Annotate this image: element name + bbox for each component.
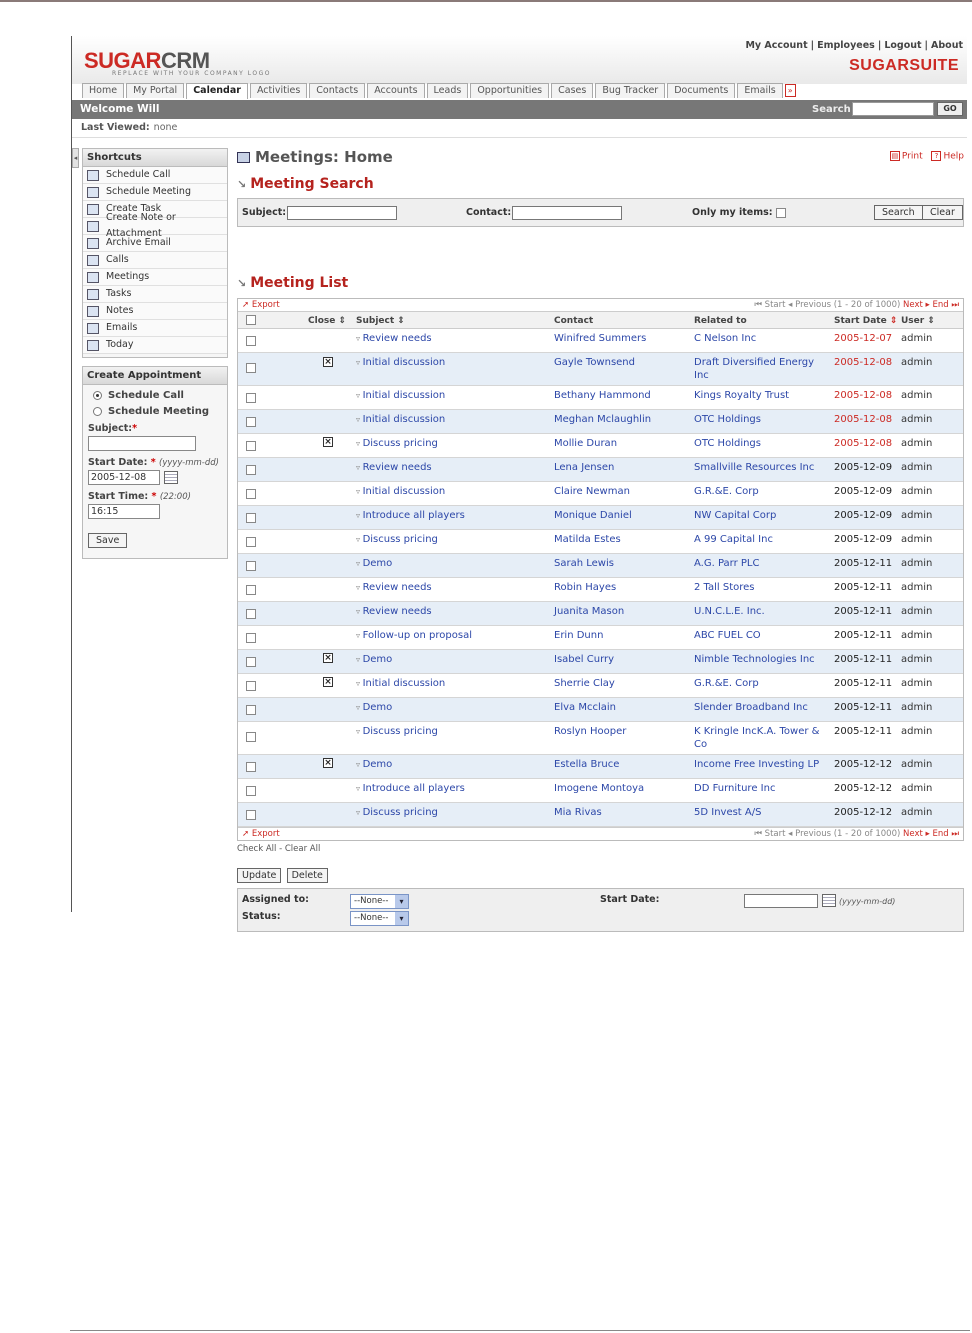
- close-meeting-icon[interactable]: ×: [324, 357, 332, 367]
- user-name: admin: [901, 726, 933, 737]
- row-checkbox[interactable]: [246, 810, 256, 820]
- status-select[interactable]: --None-- ▾: [350, 911, 409, 926]
- header: [72, 36, 967, 84]
- tab-calendar[interactable]: Calendar: [186, 83, 248, 99]
- pager-end[interactable]: End ⏭: [932, 300, 959, 310]
- pager-next[interactable]: Next ▸: [903, 300, 930, 310]
- logout-link[interactable]: Logout: [884, 40, 922, 51]
- related-to-link[interactable]: DD Furniture Inc: [694, 783, 776, 794]
- meeting-subject-link[interactable]: ▿ Demo: [356, 701, 392, 714]
- start-date: 2005-12-08: [834, 390, 893, 401]
- print-help-links: [884, 151, 964, 162]
- shortcut-archive-email[interactable]: Archive Email: [83, 235, 227, 252]
- contact-link[interactable]: Isabel Curry: [554, 654, 615, 665]
- tab-opportunities[interactable]: Opportunities: [470, 83, 549, 98]
- create-appointment-title: Create Appointment: [83, 367, 227, 385]
- user-name: admin: [901, 438, 933, 449]
- table-row: [238, 779, 963, 803]
- start-date: 2005-12-11: [834, 678, 893, 689]
- start-date: 2005-12-08: [834, 414, 893, 425]
- bottom-rule: [70, 1330, 970, 1331]
- export-link-bottom[interactable]: ➚ Export: [242, 829, 280, 839]
- pager-bottom: [238, 827, 963, 840]
- contact-link[interactable]: Meghan Mclaughlin: [554, 414, 652, 425]
- start-date: 2005-12-09: [834, 534, 893, 545]
- meeting-subject-link[interactable]: ▿ Discuss pricing: [356, 533, 438, 546]
- row-checkbox[interactable]: [246, 609, 256, 619]
- table-row: [238, 329, 963, 353]
- shortcut-schedule-call[interactable]: Schedule Call: [83, 167, 227, 184]
- row-checkbox[interactable]: [246, 417, 256, 427]
- start-date: 2005-12-12: [834, 783, 893, 794]
- shortcut-create-task[interactable]: Create Task: [83, 201, 227, 218]
- start-date: 2005-12-08: [834, 438, 893, 449]
- row-checkbox[interactable]: [246, 762, 256, 772]
- row-checkbox[interactable]: [246, 732, 256, 742]
- mass-update-panel: [237, 888, 964, 932]
- select-all-checkbox[interactable]: [246, 315, 256, 325]
- user-name: admin: [901, 630, 933, 641]
- row-checkbox[interactable]: [246, 336, 256, 346]
- page-title: Meetings: Home: [237, 148, 393, 166]
- contact-link[interactable]: Bethany Hammond: [554, 390, 651, 401]
- search-go-button[interactable]: GO: [937, 102, 963, 116]
- update-button[interactable]: Update: [237, 868, 281, 883]
- clear-button[interactable]: Clear: [922, 205, 963, 220]
- meeting-search-title: ↘ Meeting Search: [237, 176, 374, 192]
- welcome-bar: [72, 100, 967, 119]
- shortcut-icon: [87, 323, 99, 334]
- contact-link[interactable]: Juanita Mason: [554, 606, 625, 617]
- related-to-link[interactable]: U.N.C.L.E. Inc.: [694, 606, 765, 617]
- clear-all-link[interactable]: Clear All: [284, 844, 321, 854]
- related-to-link[interactable]: 5D Invest A/S: [694, 807, 762, 818]
- chevron-down-icon[interactable]: ▾: [395, 912, 408, 925]
- only-my-items-checkbox[interactable]: [776, 208, 786, 218]
- col-subject[interactable]: Subject ⇕: [356, 316, 405, 326]
- shortcut-today[interactable]: Today: [83, 337, 227, 354]
- row-checkbox[interactable]: [246, 537, 256, 547]
- section-arrow-icon: ↘: [237, 277, 247, 290]
- welcome-text: Welcome Will: [80, 103, 160, 115]
- user-name: admin: [901, 678, 933, 689]
- table-row: [238, 578, 963, 602]
- contact-link[interactable]: Mia Rivas: [554, 807, 602, 818]
- related-to-link[interactable]: OTC Holdings: [694, 438, 761, 449]
- shortcut-icon: [87, 204, 99, 215]
- contact-link[interactable]: Sherrie Clay: [554, 678, 615, 689]
- related-to-link[interactable]: NW Capital Corp: [694, 510, 777, 521]
- meeting-subject-link[interactable]: ▿ Demo: [356, 557, 392, 570]
- close-meeting-icon[interactable]: ×: [324, 437, 332, 447]
- pager-top: [238, 299, 963, 312]
- section-arrow-icon: ↘: [237, 178, 247, 191]
- user-name: admin: [901, 333, 933, 344]
- row-checkbox[interactable]: [246, 363, 256, 373]
- related-to-link[interactable]: ABC FUEL CO: [694, 630, 761, 641]
- start-date: 2005-12-07: [834, 333, 893, 344]
- contact-link[interactable]: Matilda Estes: [554, 534, 621, 545]
- col-related-to: Related to: [694, 316, 747, 326]
- contact-link[interactable]: Mollie Duran: [554, 438, 618, 449]
- help-icon[interactable]: ?: [931, 151, 941, 161]
- subject-label: Subject:: [242, 207, 287, 218]
- my-account-link[interactable]: My Account: [745, 40, 808, 51]
- shortcut-emails[interactable]: Emails: [83, 320, 227, 337]
- tab-accounts[interactable]: Accounts: [367, 83, 424, 98]
- row-checkbox[interactable]: [246, 633, 256, 643]
- meeting-list-title: ↘ Meeting List: [237, 275, 349, 291]
- user-name: admin: [901, 510, 933, 521]
- user-name: admin: [901, 462, 933, 473]
- check-all-link[interactable]: Check All: [237, 844, 277, 854]
- contact-link[interactable]: Lena Jensen: [554, 462, 615, 473]
- top-rule: [0, 0, 972, 2]
- date-format-hint: (yyyy-mm-dd): [839, 897, 896, 906]
- more-tabs-icon[interactable]: »: [785, 84, 796, 97]
- row-checkbox[interactable]: [246, 465, 256, 475]
- related-to-link[interactable]: G.R.&E. Corp: [694, 678, 759, 689]
- last-viewed: Last Viewed: none: [81, 122, 178, 133]
- table-row: [238, 803, 963, 827]
- col-contact: Contact: [554, 316, 594, 326]
- start-date: 2005-12-08: [834, 357, 893, 368]
- tab-cases[interactable]: Cases: [551, 83, 593, 98]
- tab-my-portal[interactable]: My Portal: [126, 83, 184, 98]
- schedule-call-option[interactable]: Schedule Call: [93, 390, 227, 401]
- start-date: 2005-12-11: [834, 654, 893, 665]
- meeting-subject-link[interactable]: ▿ Initial discussion: [356, 677, 445, 690]
- employees-link[interactable]: Employees: [817, 40, 875, 51]
- help-link[interactable]: Help: [943, 151, 964, 162]
- pager-range: (1 - 20 of 1000): [833, 829, 901, 839]
- assigned-to-select[interactable]: --None-- ▾: [350, 894, 409, 909]
- logo-tagline: REPLACE WITH YOUR COMPANY LOGO: [112, 70, 271, 77]
- shortcuts-panel: [82, 148, 228, 358]
- global-search-input[interactable]: [852, 102, 934, 116]
- contact-link[interactable]: Winifred Summers: [554, 333, 647, 344]
- related-to-link[interactable]: Slender Broadband Inc: [694, 702, 808, 713]
- tab-contacts[interactable]: Contacts: [309, 83, 365, 98]
- table-row: [238, 698, 963, 722]
- user-name: admin: [901, 807, 933, 818]
- contact-link[interactable]: Gayle Townsend: [554, 357, 635, 368]
- start-date: 2005-12-12: [834, 759, 893, 770]
- start-date: 2005-12-11: [834, 582, 893, 593]
- module-tabs: [82, 83, 796, 99]
- user-name: admin: [901, 582, 933, 593]
- table-row: [238, 626, 963, 650]
- radio-icon[interactable]: [93, 407, 102, 416]
- sugarsuite-logo: SUGARSUITE: [849, 57, 959, 74]
- tab-bug-tracker[interactable]: Bug Tracker: [595, 83, 665, 98]
- shortcut-icon: [87, 340, 99, 351]
- row-checkbox[interactable]: [246, 393, 256, 403]
- row-checkbox[interactable]: [246, 441, 256, 451]
- table-row: [238, 458, 963, 482]
- contact-link[interactable]: Monique Daniel: [554, 510, 632, 521]
- table-row: [238, 755, 963, 779]
- save-button[interactable]: Save: [88, 533, 127, 548]
- meeting-subject-link[interactable]: ▿ Review needs: [356, 461, 432, 474]
- meeting-subject-link[interactable]: ▿ Review needs: [356, 581, 432, 594]
- user-name: admin: [901, 606, 933, 617]
- row-checkbox[interactable]: [246, 513, 256, 523]
- related-to-link[interactable]: Income Free Investing LP: [694, 759, 820, 770]
- shortcut-icon: [87, 187, 99, 198]
- meeting-subject-link[interactable]: ▿ Discuss pricing: [356, 806, 438, 819]
- meeting-subject-link[interactable]: ▿ Introduce all players: [356, 509, 465, 522]
- pager-previous[interactable]: Previous: [795, 300, 832, 310]
- col-close[interactable]: Close ⇕: [308, 316, 347, 326]
- contact-link[interactable]: Erin Dunn: [554, 630, 604, 641]
- row-checkbox[interactable]: [246, 786, 256, 796]
- mass-start-date-input[interactable]: [744, 894, 818, 908]
- start-time-input[interactable]: 16:15: [88, 504, 160, 519]
- table-row: [238, 602, 963, 626]
- start-date: 2005-12-11: [834, 630, 893, 641]
- top-links: My Account | Employees | Logout | About: [745, 40, 963, 51]
- pager-start[interactable]: Start: [764, 829, 786, 839]
- start-date-label: Start Date: * (yyyy-mm-dd): [88, 457, 219, 468]
- contact-search-input[interactable]: [512, 206, 622, 220]
- create-appointment-panel: [82, 366, 228, 559]
- radio-selected-icon[interactable]: [93, 391, 102, 400]
- user-name: admin: [901, 759, 933, 770]
- sugarcrm-logo: SUGARCRM: [84, 48, 210, 73]
- contact-link[interactable]: Claire Newman: [554, 486, 630, 497]
- table-row: [238, 482, 963, 506]
- table-row: [238, 650, 963, 674]
- pager-nav-bottom: ⏮ Start ◂ Previous (1 - 20 of 1000) Next ▸ End ⏭: [754, 829, 959, 839]
- meeting-subject-link[interactable]: ▿ Review needs: [356, 332, 432, 345]
- related-to-link[interactable]: OTC Holdings: [694, 414, 761, 425]
- meeting-subject-link[interactable]: ▿ Review needs: [356, 605, 432, 618]
- shortcut-icon: [87, 255, 99, 266]
- close-meeting-icon[interactable]: ×: [324, 653, 332, 663]
- shortcut-notes[interactable]: Notes: [83, 303, 227, 320]
- shortcut-tasks[interactable]: Tasks: [83, 286, 227, 303]
- contact-link[interactable]: Estella Bruce: [554, 759, 620, 770]
- print-link[interactable]: Print: [901, 151, 923, 162]
- start-date: 2005-12-09: [834, 462, 893, 473]
- user-name: admin: [901, 390, 933, 401]
- meeting-subject-link[interactable]: ▿ Initial discussion: [356, 356, 445, 369]
- start-time-label: Start Time: * (22:00): [88, 491, 191, 502]
- table-row: [238, 530, 963, 554]
- shortcut-create-note-or-attachment[interactable]: Create Note or Attachment: [83, 218, 227, 235]
- meeting-subject-link[interactable]: ▿ Demo: [356, 758, 392, 771]
- shortcut-meetings[interactable]: Meetings: [83, 269, 227, 286]
- table-row: [238, 353, 963, 386]
- related-to-link[interactable]: Smallville Resources Inc: [694, 462, 815, 473]
- close-meeting-icon[interactable]: ×: [324, 758, 332, 768]
- divider: [72, 137, 967, 138]
- related-to-link[interactable]: Draft Diversified Energy Inc: [694, 357, 815, 381]
- row-checkbox[interactable]: [246, 561, 256, 571]
- col-start-date[interactable]: Start Date ⇕: [834, 316, 898, 326]
- shortcut-icon: [87, 238, 99, 249]
- close-meeting-icon[interactable]: ×: [324, 677, 332, 687]
- meeting-subject-link[interactable]: ▿ Initial discussion: [356, 389, 445, 402]
- check-clear-links: Check All - Clear All: [237, 844, 321, 854]
- pager-next[interactable]: Next ▸: [903, 829, 930, 839]
- related-to-link[interactable]: A.G. Parr PLC: [694, 558, 760, 569]
- related-to-link[interactable]: A 99 Capital Inc: [694, 534, 773, 545]
- related-to-link[interactable]: Kings Royalty Trust: [694, 390, 790, 401]
- contact-link[interactable]: Sarah Lewis: [554, 558, 614, 569]
- contact-link[interactable]: Robin Hayes: [554, 582, 617, 593]
- delete-button[interactable]: Delete: [287, 868, 328, 883]
- meeting-subject-link[interactable]: ▿ Initial discussion: [356, 485, 445, 498]
- table-row: [238, 410, 963, 434]
- user-name: admin: [901, 702, 933, 713]
- shortcut-icon: [87, 289, 99, 300]
- related-to-link[interactable]: C Nelson Inc: [694, 333, 757, 344]
- calendar-icon[interactable]: [822, 894, 836, 907]
- row-checkbox[interactable]: [246, 585, 256, 595]
- table-row: [238, 722, 963, 755]
- start-date: 2005-12-11: [834, 558, 893, 569]
- row-checkbox[interactable]: [246, 657, 256, 667]
- meeting-subject-link[interactable]: ▿ Follow-up on proposal: [356, 629, 472, 642]
- start-date-input[interactable]: 2005-12-08: [88, 470, 160, 485]
- tab-activities[interactable]: Activities: [250, 83, 307, 98]
- about-link[interactable]: About: [931, 40, 963, 51]
- related-to-link[interactable]: Nimble Technologies Inc: [694, 654, 815, 665]
- col-user[interactable]: User ⇕: [901, 316, 935, 326]
- contact-link[interactable]: Elva Mcclain: [554, 702, 616, 713]
- shortcut-icon: [87, 306, 99, 317]
- shortcuts-title: Shortcuts: [83, 149, 227, 167]
- only-my-items-label: Only my items:: [692, 207, 773, 218]
- tab-emails[interactable]: Emails: [737, 83, 782, 98]
- user-name: admin: [901, 783, 933, 794]
- status-label: Status:: [242, 911, 281, 922]
- meeting-list-table: [237, 298, 964, 841]
- user-name: admin: [901, 558, 933, 569]
- shortcut-icon: [87, 272, 99, 283]
- pager-end[interactable]: End ⏭: [932, 829, 959, 839]
- export-link[interactable]: ➚ Export: [242, 300, 280, 310]
- subject-label: Subject:*: [88, 423, 138, 434]
- table-row: [238, 674, 963, 698]
- pager-previous[interactable]: Previous: [795, 829, 832, 839]
- user-name: admin: [901, 654, 933, 665]
- table-row: [238, 554, 963, 578]
- meetings-icon: [237, 152, 250, 163]
- tab-home[interactable]: Home: [82, 83, 124, 98]
- contact-link[interactable]: Imogene Montoya: [554, 783, 645, 794]
- start-date: 2005-12-12: [834, 807, 893, 818]
- table-row: [238, 506, 963, 530]
- meeting-subject-link[interactable]: ▿ Discuss pricing: [356, 437, 438, 450]
- search-button[interactable]: Search: [874, 205, 923, 220]
- shortcut-icon: [87, 170, 99, 181]
- calendar-icon[interactable]: [164, 471, 178, 484]
- table-row: [238, 386, 963, 410]
- schedule-meeting-option[interactable]: Schedule Meeting: [93, 406, 227, 417]
- assigned-to-label: Assigned to:: [242, 894, 309, 905]
- user-name: admin: [901, 486, 933, 497]
- meeting-search-panel: [237, 198, 964, 227]
- user-name: admin: [901, 534, 933, 545]
- chevron-down-icon[interactable]: ▾: [395, 895, 408, 908]
- shortcut-calls[interactable]: Calls: [83, 252, 227, 269]
- tab-leads[interactable]: Leads: [427, 83, 469, 98]
- print-icon[interactable]: ▤: [891, 152, 899, 160]
- related-to-link[interactable]: G.R.&E. Corp: [694, 486, 759, 497]
- related-to-link[interactable]: 2 Tall Stores: [694, 582, 755, 593]
- user-name: admin: [901, 357, 933, 368]
- pager-nav: ⏮ Start ◂ Previous (1 - 20 of 1000) Next ▸ End ⏭: [754, 300, 959, 310]
- pager-start[interactable]: Start: [764, 300, 786, 310]
- app-frame: [71, 36, 967, 923]
- meeting-subject-link[interactable]: ▿ Discuss pricing: [356, 725, 438, 738]
- start-date: 2005-12-11: [834, 702, 893, 713]
- related-to-link[interactable]: K Kringle IncK.A. Tower & Co: [694, 726, 820, 750]
- start-date-label: Start Date:: [600, 894, 660, 905]
- mass-update-buttons: [237, 868, 328, 883]
- contact-label: Contact:: [466, 207, 512, 218]
- shortcut-schedule-meeting[interactable]: Schedule Meeting: [83, 184, 227, 201]
- table-header: [238, 312, 963, 329]
- meeting-subject-link[interactable]: ▿ Introduce all players: [356, 782, 465, 795]
- start-date: 2005-12-09: [834, 486, 893, 497]
- collapse-sidebar-icon[interactable]: ◂: [72, 148, 79, 168]
- row-checkbox[interactable]: [246, 489, 256, 499]
- subject-search-input[interactable]: [287, 206, 397, 220]
- start-date: 2005-12-11: [834, 606, 893, 617]
- meeting-subject-link[interactable]: ▿ Initial discussion: [356, 413, 445, 426]
- start-date: 2005-12-11: [834, 726, 893, 737]
- tab-documents[interactable]: Documents: [667, 83, 735, 98]
- table-row: [238, 434, 963, 458]
- search-label: Search: [812, 104, 851, 115]
- start-date: 2005-12-09: [834, 510, 893, 521]
- contact-link[interactable]: Roslyn Hooper: [554, 726, 627, 737]
- row-checkbox[interactable]: [246, 705, 256, 715]
- user-name: admin: [901, 414, 933, 425]
- row-checkbox[interactable]: [246, 681, 256, 691]
- pager-range: (1 - 20 of 1000): [833, 300, 901, 310]
- shortcut-icon: [87, 221, 99, 232]
- meeting-subject-link[interactable]: ▿ Demo: [356, 653, 392, 666]
- appointment-subject-input[interactable]: [88, 436, 196, 451]
